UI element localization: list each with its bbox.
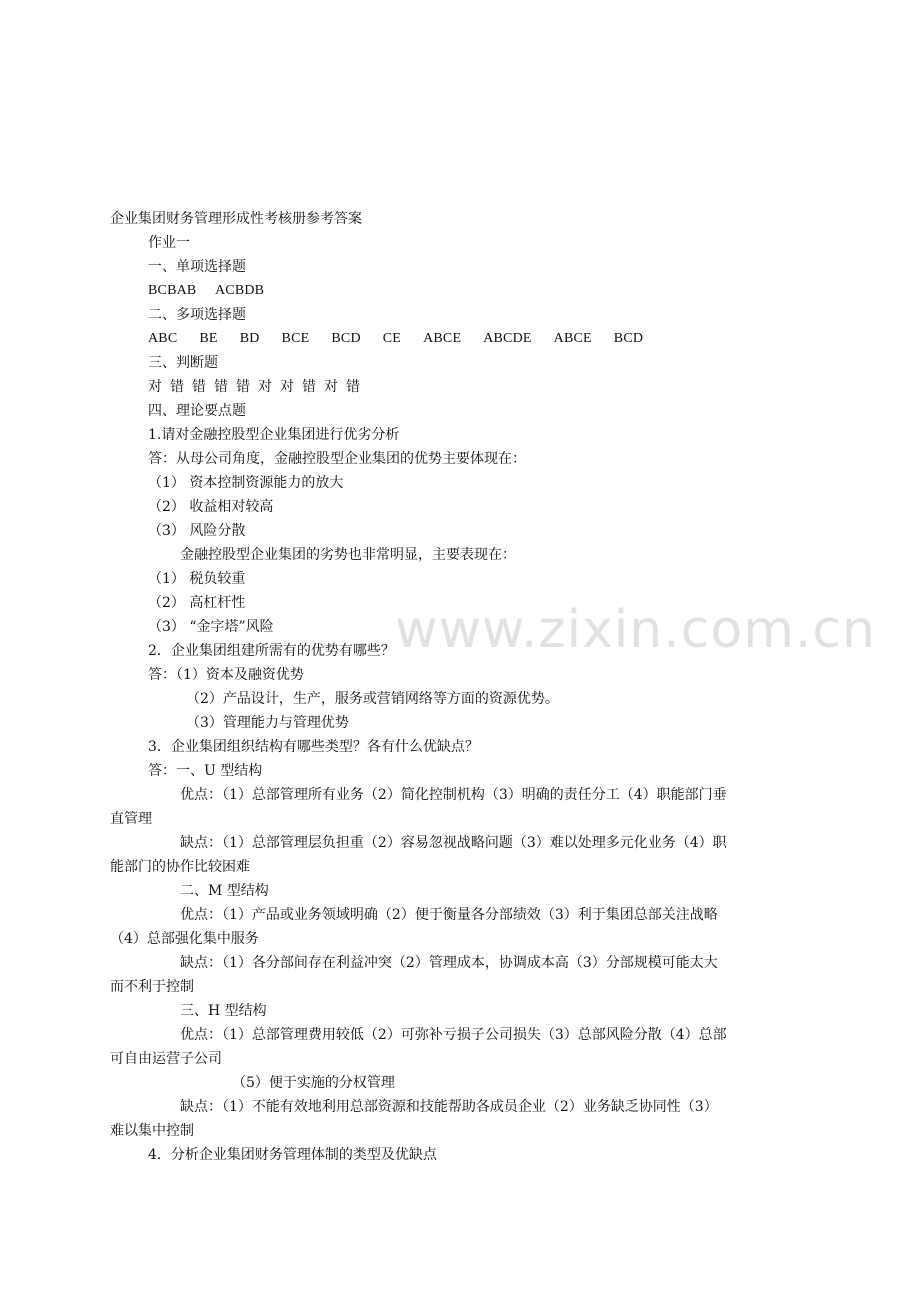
multiple-choice-answer: ABC bbox=[148, 331, 178, 346]
answer-1-disadvantage: （3） “金字塔”风险 bbox=[148, 619, 274, 635]
answer-1-advantage: （2） 收益相对较高 bbox=[148, 499, 274, 515]
answer-3-u-advantages: 优点：（1）总部管理所有业务（2）简化控制机构（3）明确的责任分工（4）职能部门垂 bbox=[180, 787, 727, 803]
true-false-answer: 错 bbox=[236, 379, 250, 395]
section-true-false-heading: 三、判断题 bbox=[148, 355, 218, 371]
answer-3-u-disadvantages-cont: 能部门的协作比较困难 bbox=[110, 859, 250, 875]
multiple-choice-answer: BCE bbox=[281, 331, 310, 346]
answer-1-intro: 答：从母公司角度，金融控股型企业集团的优势主要体现在： bbox=[148, 451, 526, 467]
section-multiple-choice-heading: 二、多项选择题 bbox=[148, 307, 246, 323]
answer-3-m-advantages-cont: （4）总部强化集中服务 bbox=[110, 931, 259, 947]
true-false-answer: 错 bbox=[170, 379, 184, 395]
multiple-choice-answer: BCD bbox=[613, 331, 644, 346]
true-false-answer: 错 bbox=[346, 379, 360, 395]
single-choice-answers bbox=[148, 282, 264, 300]
question-2: 2．企业集团组建所需有的优势有哪些？ bbox=[148, 643, 395, 659]
true-false-answer: 对 bbox=[148, 379, 162, 395]
multiple-choice-answer: ABCDE bbox=[483, 331, 532, 346]
answer-1-disadvantage: （1） 税负较重 bbox=[148, 571, 246, 587]
question-1: 1.请对金融控股型企业集团进行优劣分析 bbox=[148, 427, 400, 443]
true-false-answer: 对 bbox=[324, 379, 338, 395]
question-4: 4．分析企业集团财务管理体制的类型及优缺点 bbox=[148, 1147, 437, 1163]
multiple-choice-answer: BE bbox=[199, 331, 218, 346]
answer-3-m-advantages: 优点：（1）产品或业务领域明确（2）便于衡量各分部绩效（3）利于集团总部关注战略 bbox=[180, 907, 718, 923]
true-false-answer: 错 bbox=[302, 379, 316, 395]
answer-1-disadvantage-intro: 金融控股型企业集团的劣势也非常明显，主要表现在： bbox=[180, 547, 516, 563]
answer-3-h-advantages: 优点：（1）总部管理费用较低（2）可弥补亏损子公司损失（3）总部风险分散（4）总部 bbox=[180, 1027, 727, 1043]
document-title: 企业集团财务管理形成性考核册参考答案 bbox=[110, 211, 362, 227]
multiple-choice-answer: ABCE bbox=[423, 331, 462, 346]
answer-2-item: （2）产品设计，生产，服务或营销网络等方面的资源优势。 bbox=[186, 691, 559, 707]
true-false-answer: 错 bbox=[214, 379, 228, 395]
answer-3-m-disadvantages: 缺点：（1）各分部间存在利益冲突（2）管理成本，协调成本高（3）分部规模可能太大 bbox=[180, 955, 718, 971]
multiple-choice-answer: ABCE bbox=[553, 331, 592, 346]
answer-3-h-type: 三、H 型结构 bbox=[180, 1003, 267, 1019]
answer-3-u-advantages-cont: 直管理 bbox=[110, 811, 152, 827]
answer-3-h-disadvantages-cont: 难以集中控制 bbox=[110, 1123, 194, 1139]
answer-3-u-type: 答：一、U 型结构 bbox=[148, 763, 263, 779]
section-single-choice-heading: 一、单项选择题 bbox=[148, 259, 246, 275]
true-false-answer: 错 bbox=[192, 379, 206, 395]
single-choice-answer-group: ACBDB bbox=[214, 283, 265, 298]
answer-3-h-advantages-cont: 可自由运营子公司 bbox=[110, 1051, 222, 1067]
answer-1-advantage: （1） 资本控制资源能力的放大 bbox=[148, 475, 344, 491]
answer-3-h-advantages-extra: （5）便于实施的分权管理 bbox=[232, 1075, 395, 1091]
answer-3-m-disadvantages-cont: 而不利于控制 bbox=[110, 979, 194, 995]
true-false-answer: 对 bbox=[280, 379, 294, 395]
single-choice-answer-group: BCBAB bbox=[148, 283, 197, 298]
answer-3-m-type: 二、M 型结构 bbox=[180, 883, 269, 899]
watermark: www.zixin.com.cn bbox=[395, 600, 876, 660]
homework-label: 作业一 bbox=[148, 235, 190, 251]
answer-1-advantage: （3） 风险分散 bbox=[148, 523, 246, 539]
true-false-answer: 对 bbox=[258, 379, 272, 395]
multiple-choice-answer: BCD bbox=[331, 331, 361, 346]
answer-1-disadvantage: （2） 高杠杆性 bbox=[148, 595, 246, 611]
section-theory-heading: 四、理论要点题 bbox=[148, 403, 246, 419]
answer-3-u-disadvantages: 缺点：（1）总部管理层负担重（2）容易忽视战略问题（3）难以处理多元化业务（4）职 bbox=[180, 835, 727, 851]
answer-3-h-disadvantages: 缺点：（1）不能有效地利用总部资源和技能帮助各成员企业（2）业务缺乏协同性（3） bbox=[180, 1099, 718, 1115]
multiple-choice-answers bbox=[148, 330, 665, 348]
question-3: 3．企业集团组织结构有哪些类型？各有什么优缺点？ bbox=[148, 739, 479, 755]
multiple-choice-answer: CE bbox=[382, 331, 402, 346]
multiple-choice-answer: BD bbox=[239, 331, 260, 346]
answer-2-item: （3）管理能力与管理优势 bbox=[186, 715, 349, 731]
answer-2-item: 答：（1）资本及融资优势 bbox=[148, 667, 304, 683]
true-false-answers bbox=[148, 378, 368, 396]
